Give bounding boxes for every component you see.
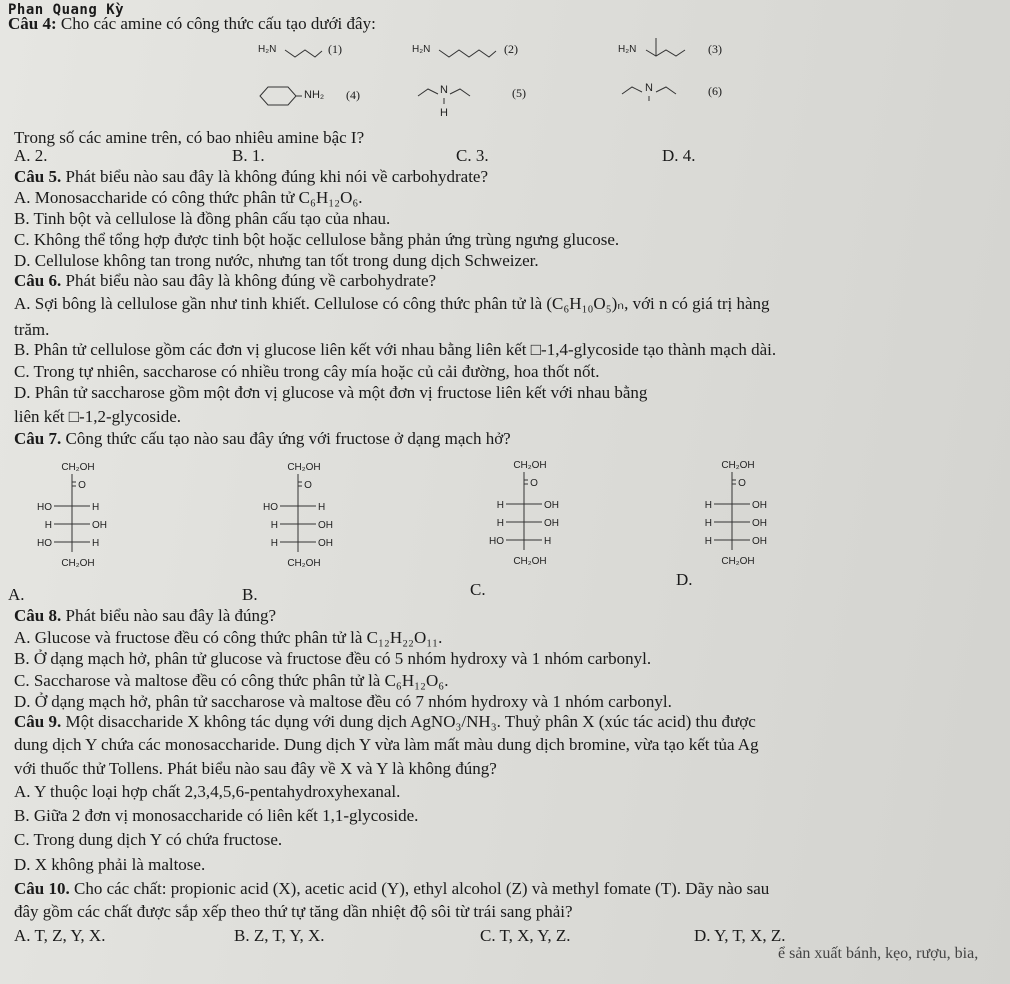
fischer-structure-d (690, 448, 820, 598)
fischer-left-substituent: HO (489, 536, 504, 547)
q4-stem (8, 14, 376, 34)
carbon-chain-icon (258, 38, 368, 68)
fischer-right-substituent: OH (92, 520, 107, 531)
q5-option-d: D. Cellulose không tan trong nước, nhưng tan tốt trong dung dịch Schweizer. (14, 251, 539, 270)
q7-text: Công thức cấu tạo nào sau đây ứng với fructose ở dạng mạch hở? (65, 429, 511, 448)
q9-title: Câu 9. (14, 712, 62, 731)
q6-text: Phát biểu nào sau đây là không đúng về carbohydrate? (65, 271, 437, 290)
q5-option-a: A. Monosaccharide có công thức phân tử C₆H₁₂O₆. (14, 188, 363, 207)
q4-option-c: C. 3. (456, 146, 489, 165)
amine-structure-4: NH₂ (4) (256, 84, 376, 114)
fischer-left-substituent: H (496, 518, 504, 529)
fischer-left-substituent: H (496, 500, 504, 511)
q8-option-b: B. Ở dạng mạch hở, phân tử glucose và fructose đều có 5 nhóm hydroxy và 1 nhóm carbonyl. (14, 649, 652, 668)
fischer-right-substituent: OH (318, 538, 333, 549)
q5-title: Câu 5. (14, 167, 62, 186)
q9-line-1: Một disaccharide X không tác dụng với dung dịch AgNO₃/NH₃. Thuỷ phân X (xúc tác acid) thu được (65, 712, 756, 731)
author-name: Phan Quang Kỳ (8, 2, 125, 18)
q8-title: Câu 8. (14, 606, 62, 625)
fischer-right-substituent: OH (752, 518, 767, 529)
q5-text: Phát biểu nào sau đây là không đúng khi nói về carbohydrate? (65, 167, 489, 186)
q10-line-2: đây gồm các chất được sắp xếp theo thứ tự tăng dần nhiệt độ sôi từ trái sang phải? (14, 902, 573, 921)
fischer-left-substituent: H (270, 538, 278, 549)
fischer-bottom-group: CH₂OH (513, 556, 547, 567)
q4-text: Cho các amine có công thức cấu tạo dưới đây: (60, 14, 376, 33)
amine-structure-5: N H (5) (416, 80, 546, 122)
fischer-left-substituent: H (44, 520, 52, 531)
q7-stem (14, 429, 511, 449)
q4-option-d: D. 4. (662, 146, 696, 165)
q9-option-a: A. Y thuộc loại hợp chất 2,3,4,5,6-pentahydroxyhexanal. (14, 782, 401, 801)
cyclohexane-ring-icon (256, 84, 302, 114)
q7-label-a: A. (8, 585, 25, 604)
q6-option-d: D. Phân tử saccharose gồm một đơn vị glucose và một đơn vị fructose liên kết với nhau bằng (14, 383, 648, 402)
fischer-carbonyl-oxygen: O (738, 478, 746, 489)
fischer-bottom-group: CH₂OH (61, 558, 95, 569)
fischer-carbonyl-oxygen: O (78, 480, 86, 491)
q9-stem (14, 712, 756, 732)
q7-label-b: B. (242, 585, 258, 604)
q9-option-d: D. X không phải là maltose. (14, 855, 206, 874)
q10-stem (14, 879, 769, 899)
q4-question: Trong số các amine trên, có bao nhiêu amine bậc I? (14, 128, 365, 147)
q6-option-a-cont: trăm. (14, 320, 50, 339)
q10-line-1: Cho các chất: propionic acid (X), acetic acid (Y), ethyl alcohol (Z) và methyl fomate (T). Dãy nào sau (73, 879, 770, 898)
fischer-right-substituent: H (318, 502, 326, 513)
fischer-top-group: CH₂OH (61, 462, 95, 473)
q9-line-3: với thuốc thử Tollens. Phát biểu nào sau đây về X và Y là không đúng? (14, 759, 497, 778)
fischer-left-substituent: HO (37, 502, 52, 513)
q4-title: Câu 4: (8, 14, 57, 33)
q9-option-c: C. Trong dung dịch Y có chứa fructose. (14, 830, 283, 849)
q7-title: Câu 7. (14, 429, 62, 448)
q10-option-b: B. Z, T, Y, X. (234, 926, 325, 945)
fischer-structure-a (30, 450, 160, 600)
fischer-right-substituent: OH (752, 500, 767, 511)
q10-option-c: C. T, X, Y, Z. (480, 926, 571, 945)
q10-option-d: D. Y, T, X, Z. (694, 926, 786, 945)
q9-line-2: dung dịch Y chứa các monosaccharide. Dung dịch Y vừa làm mất màu dung dịch bromine, vừa tạo kết tủa Ag (14, 735, 759, 754)
q10-title: Câu 10. (14, 879, 70, 898)
q6-stem (14, 271, 436, 291)
fischer-bottom-group: CH₂OH (721, 556, 755, 567)
amine-structure-3: H₂N (3) (618, 30, 738, 66)
q6-option-b: B. Phân tử cellulose gồm các đơn vị glucose liên kết với nhau bằng liên kết □-1,4-glycoside tạo thành mạch dài. (14, 340, 777, 359)
amine-structure-2: H₂N (2) (412, 38, 542, 68)
fischer-right-substituent: OH (544, 518, 559, 529)
fischer-top-group: CH₂OH (513, 460, 547, 471)
carbon-chain-icon (412, 38, 542, 68)
fischer-projection-icon (30, 450, 160, 600)
fischer-carbonyl-oxygen: O (530, 478, 538, 489)
q6-option-c: C. Trong tự nhiên, saccharose có nhiều trong cây mía hoặc củ cải đường, hoa thốt nốt. (14, 362, 600, 381)
fischer-top-group: CH₂OH (721, 460, 755, 471)
q5-option-c: C. Không thể tổng hợp được tinh bột hoặc cellulose bằng phản ứng trùng ngưng glucose. (14, 230, 620, 249)
amine-structure-1: H₂N (1) (258, 38, 368, 68)
fischer-left-substituent: H (704, 500, 712, 511)
q8-option-d: D. Ở dạng mạch hở, phân tử saccharose và maltose đều có 7 nhóm hydroxy và 1 nhóm carbonyl. (14, 692, 672, 711)
q8-text: Phát biểu nào sau đây là đúng? (65, 606, 277, 625)
fischer-structure-b (256, 450, 386, 600)
q4-option-a: A. 2. (14, 146, 48, 165)
q6-title: Câu 6. (14, 271, 62, 290)
fischer-right-substituent: OH (318, 520, 333, 531)
fischer-carbonyl-oxygen: O (304, 480, 312, 491)
fischer-right-substituent: OH (752, 536, 767, 547)
fischer-left-substituent: HO (263, 502, 278, 513)
q4-option-b: B. 1. (232, 146, 265, 165)
fischer-left-substituent: H (704, 518, 712, 529)
q9-option-b: B. Giữa 2 đơn vị monosaccharide có liên kết 1,1-glycoside. (14, 806, 419, 825)
fischer-left-substituent: H (704, 536, 712, 547)
fischer-left-substituent: H (270, 520, 278, 531)
q7-label-d: D. (676, 570, 693, 589)
q6-option-d-cont: liên kết □-1,2-glycoside. (14, 407, 182, 426)
fischer-projection-icon (256, 450, 386, 600)
fischer-left-substituent: HO (37, 538, 52, 549)
q8-option-c: C. Saccharose và maltose đều có công thức phân tử là C₆H₁₂O₆. (14, 671, 449, 690)
fischer-right-substituent: OH (544, 500, 559, 511)
q8-stem (14, 606, 276, 626)
fischer-right-substituent: H (92, 502, 100, 513)
fischer-structure-c (482, 448, 612, 598)
fischer-right-substituent: H (92, 538, 100, 549)
secondary-amine-chain-icon (416, 80, 546, 122)
q5-stem (14, 167, 488, 187)
fischer-top-group: CH₂OH (287, 462, 321, 473)
fischer-bottom-group: CH₂OH (287, 558, 321, 569)
q8-option-a: A. Glucose và fructose đều có công thức phân tử là C₁₂H₂₂O₁₁. (14, 628, 443, 647)
q6-option-a: A. Sợi bông là cellulose gần như tinh khiết. Cellulose có công thức phân tử là (C₆H₁₀O₅)ₙ, với n có giá trị hàng (14, 294, 770, 313)
fischer-projection-icon (690, 448, 820, 598)
amine-structure-6: N (6) (618, 78, 738, 112)
q10-option-a: A. T, Z, Y, X. (14, 926, 106, 945)
fischer-projection-icon (482, 448, 612, 598)
q5-option-b: B. Tinh bột và cellulose là đồng phân cấu tạo của nhau. (14, 209, 391, 228)
q7-label-c: C. (470, 580, 486, 599)
fischer-right-substituent: H (544, 536, 552, 547)
bleed-through-text: ể sản xuất bánh, kẹo, rượu, bia, (778, 945, 979, 962)
